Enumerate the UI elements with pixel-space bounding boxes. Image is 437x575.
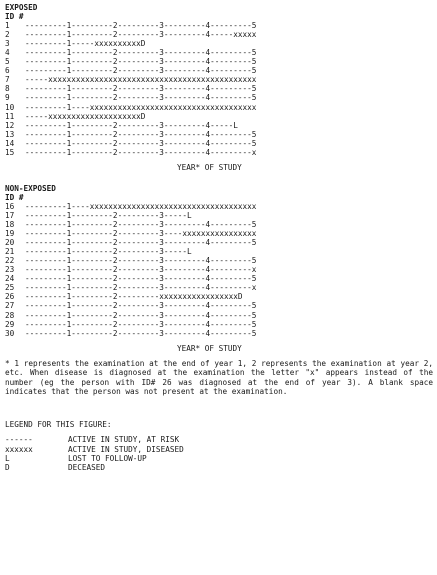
follow-up-track: ---------1---------2---------3---------4---------5 [25, 310, 257, 320]
subject-id: 27 [5, 301, 15, 311]
subject-row [5, 211, 435, 220]
follow-up-track: ---------1---------2---------3---------4---------5 [25, 93, 257, 103]
follow-up-track: ---------1---------2---------3---------4---------5 [25, 319, 257, 329]
subject-id: 7 [5, 75, 10, 85]
footnote: * 1 represents the examination at the end of year 1, 2 represents the examination at year 2, etc. When disease is diagnosed at the examination the letter "x" appears instead of the number (eg the person with ID# 26 was diagnosed at the end of year 3). A blank space indicates that the person was not present at the examination. [5, 358, 433, 396]
legend-meaning: ACTIVE IN STUDY, AT RISK [68, 435, 180, 445]
follow-up-track: ---------1---------2---------3-----L [25, 247, 192, 257]
subject-id: 18 [5, 220, 15, 230]
subject-row [5, 301, 435, 310]
subject-id: 21 [5, 247, 15, 257]
legend-symbol: L [5, 453, 10, 463]
follow-up-track: ---------1---------2---------3---------4---------x [25, 265, 257, 275]
subject-id: 24 [5, 274, 15, 284]
legend-meaning: ACTIVE IN STUDY, DISEASED [68, 444, 184, 454]
follow-up-track: ---------1---------2---------3---------4---------5 [25, 66, 257, 76]
follow-up-track: ---------1---------2---------xxxxxxxxxxxxxxxxxD [25, 292, 243, 302]
follow-up-track: ---------1---------2---------3----xxxxxxxxxxxxxxxx [25, 229, 257, 239]
follow-up-track: ---------1---------2---------3---------4---------5 [25, 84, 257, 94]
subject-row [5, 39, 435, 48]
subject-row [5, 202, 435, 211]
subject-id: 28 [5, 310, 15, 320]
non-exposed-title: NON-EXPOSED [5, 183, 56, 193]
subject-id: 26 [5, 292, 15, 302]
subject-row [5, 283, 435, 292]
subject-row [5, 247, 435, 256]
non-exposed-rows [5, 202, 435, 338]
subject-id: 22 [5, 256, 15, 266]
follow-up-track: -----xxxxxxxxxxxxxxxxxxxxxxxxxxxxxxxxxxxxxxxxxxxxx [25, 75, 257, 85]
subject-row [5, 220, 435, 229]
legend-symbol: D [5, 462, 10, 472]
follow-up-track: -----xxxxxxxxxxxxxxxxxxxxD [25, 111, 146, 121]
subject-id: 30 [5, 328, 15, 338]
follow-up-track: ---------1---------2---------3---------4---------5 [25, 256, 257, 266]
subject-row [5, 265, 435, 274]
exposed-rows [5, 21, 435, 157]
subject-id: 9 [5, 93, 10, 103]
legend-item [5, 435, 435, 444]
subject-id: 11 [5, 111, 15, 121]
subject-row [5, 311, 435, 320]
legend-meaning: DECEASED [68, 462, 106, 472]
follow-up-track: ---------1---------2---------3---------4---------5 [25, 328, 257, 338]
follow-up-track: ---------1---------2---------3-----L [25, 210, 192, 220]
subject-id: 10 [5, 102, 15, 112]
follow-up-track: ---------1-----xxxxxxxxxxD [25, 39, 146, 49]
follow-up-track: ---------1---------2---------3---------4---------5 [25, 301, 257, 311]
follow-up-track: ---------1---------2---------3---------4---------5 [25, 274, 257, 284]
follow-up-track: ---------1---------2---------3---------4---------5 [25, 138, 257, 148]
legend-item [5, 454, 435, 463]
subject-row [5, 48, 435, 57]
subject-row [5, 103, 435, 112]
subject-row [5, 121, 435, 130]
subject-id: 25 [5, 283, 15, 293]
subject-id: 20 [5, 238, 15, 248]
subject-id: 5 [5, 57, 10, 67]
subject-row [5, 75, 435, 84]
subject-row [5, 130, 435, 139]
follow-up-track: ---------1----xxxxxxxxxxxxxxxxxxxxxxxxxxxxxxxxxxxx [25, 201, 257, 211]
subject-id: 8 [5, 84, 10, 94]
legend-symbol: ------ [5, 435, 33, 445]
subject-id: 19 [5, 229, 15, 239]
subject-row [5, 229, 435, 238]
non-exposed-year-caption: YEAR* OF STUDY [177, 343, 242, 353]
subject-id: 4 [5, 48, 10, 58]
subject-id: 17 [5, 210, 15, 220]
subject-row [5, 320, 435, 329]
follow-up-track: ---------1---------2---------3---------4---------5 [25, 48, 257, 58]
legend-symbol: xxxxxx [5, 444, 33, 454]
follow-up-track: ---------1---------2---------3---------4---------5 [25, 57, 257, 67]
subject-row [5, 139, 435, 148]
subject-row [5, 292, 435, 301]
subject-id: 13 [5, 129, 15, 139]
follow-up-track: ---------1---------2---------3---------4---------x [25, 147, 257, 157]
follow-up-track: ---------1---------2---------3---------4---------5 [25, 238, 257, 248]
legend-item [5, 463, 435, 472]
subject-row [5, 274, 435, 283]
subject-row [5, 238, 435, 247]
subject-id: 1 [5, 21, 10, 31]
figure-page [5, 3, 435, 472]
subject-row [5, 30, 435, 39]
follow-up-track: ---------1---------2---------3---------4---------5 [25, 220, 257, 230]
subject-id: 3 [5, 39, 10, 49]
subject-row [5, 21, 435, 30]
subject-row [5, 112, 435, 121]
subject-id: 14 [5, 138, 15, 148]
follow-up-track: ---------1---------2---------3---------4---------5 [25, 21, 257, 31]
follow-up-track: ---------1---------2---------3---------4---------x [25, 283, 257, 293]
subject-id: 23 [5, 265, 15, 275]
subject-row [5, 329, 435, 338]
subject-id: 29 [5, 319, 15, 329]
subject-row [5, 57, 435, 66]
subject-row [5, 84, 435, 93]
subject-id: 6 [5, 66, 10, 76]
exposed-year-caption: YEAR* OF STUDY [177, 162, 242, 172]
non-exposed-id-header: ID # [5, 192, 24, 202]
follow-up-track: ---------1---------2---------3---------4-----L [25, 120, 238, 130]
subject-id: 15 [5, 147, 15, 157]
subject-id: 16 [5, 201, 15, 211]
follow-up-track: ---------1---------2---------3---------4---------5 [25, 129, 257, 139]
follow-up-track: ---------1---------2---------3---------4-----xxxxx [25, 30, 257, 40]
subject-id: 12 [5, 120, 15, 130]
legend-title: LEGEND FOR THIS FIGURE: [5, 420, 112, 430]
legend-item [5, 445, 435, 454]
exposed-id-header: ID # [5, 12, 24, 22]
legend-list [5, 435, 435, 471]
subject-row [5, 66, 435, 75]
subject-row [5, 93, 435, 102]
subject-id: 2 [5, 30, 10, 40]
subject-row [5, 148, 435, 157]
legend-meaning: LOST TO FOLLOW-UP [68, 453, 147, 463]
follow-up-track: ---------1----xxxxxxxxxxxxxxxxxxxxxxxxxxxxxxxxxxxx [25, 102, 257, 112]
subject-row [5, 256, 435, 265]
exposed-title: EXPOSED [5, 3, 38, 12]
